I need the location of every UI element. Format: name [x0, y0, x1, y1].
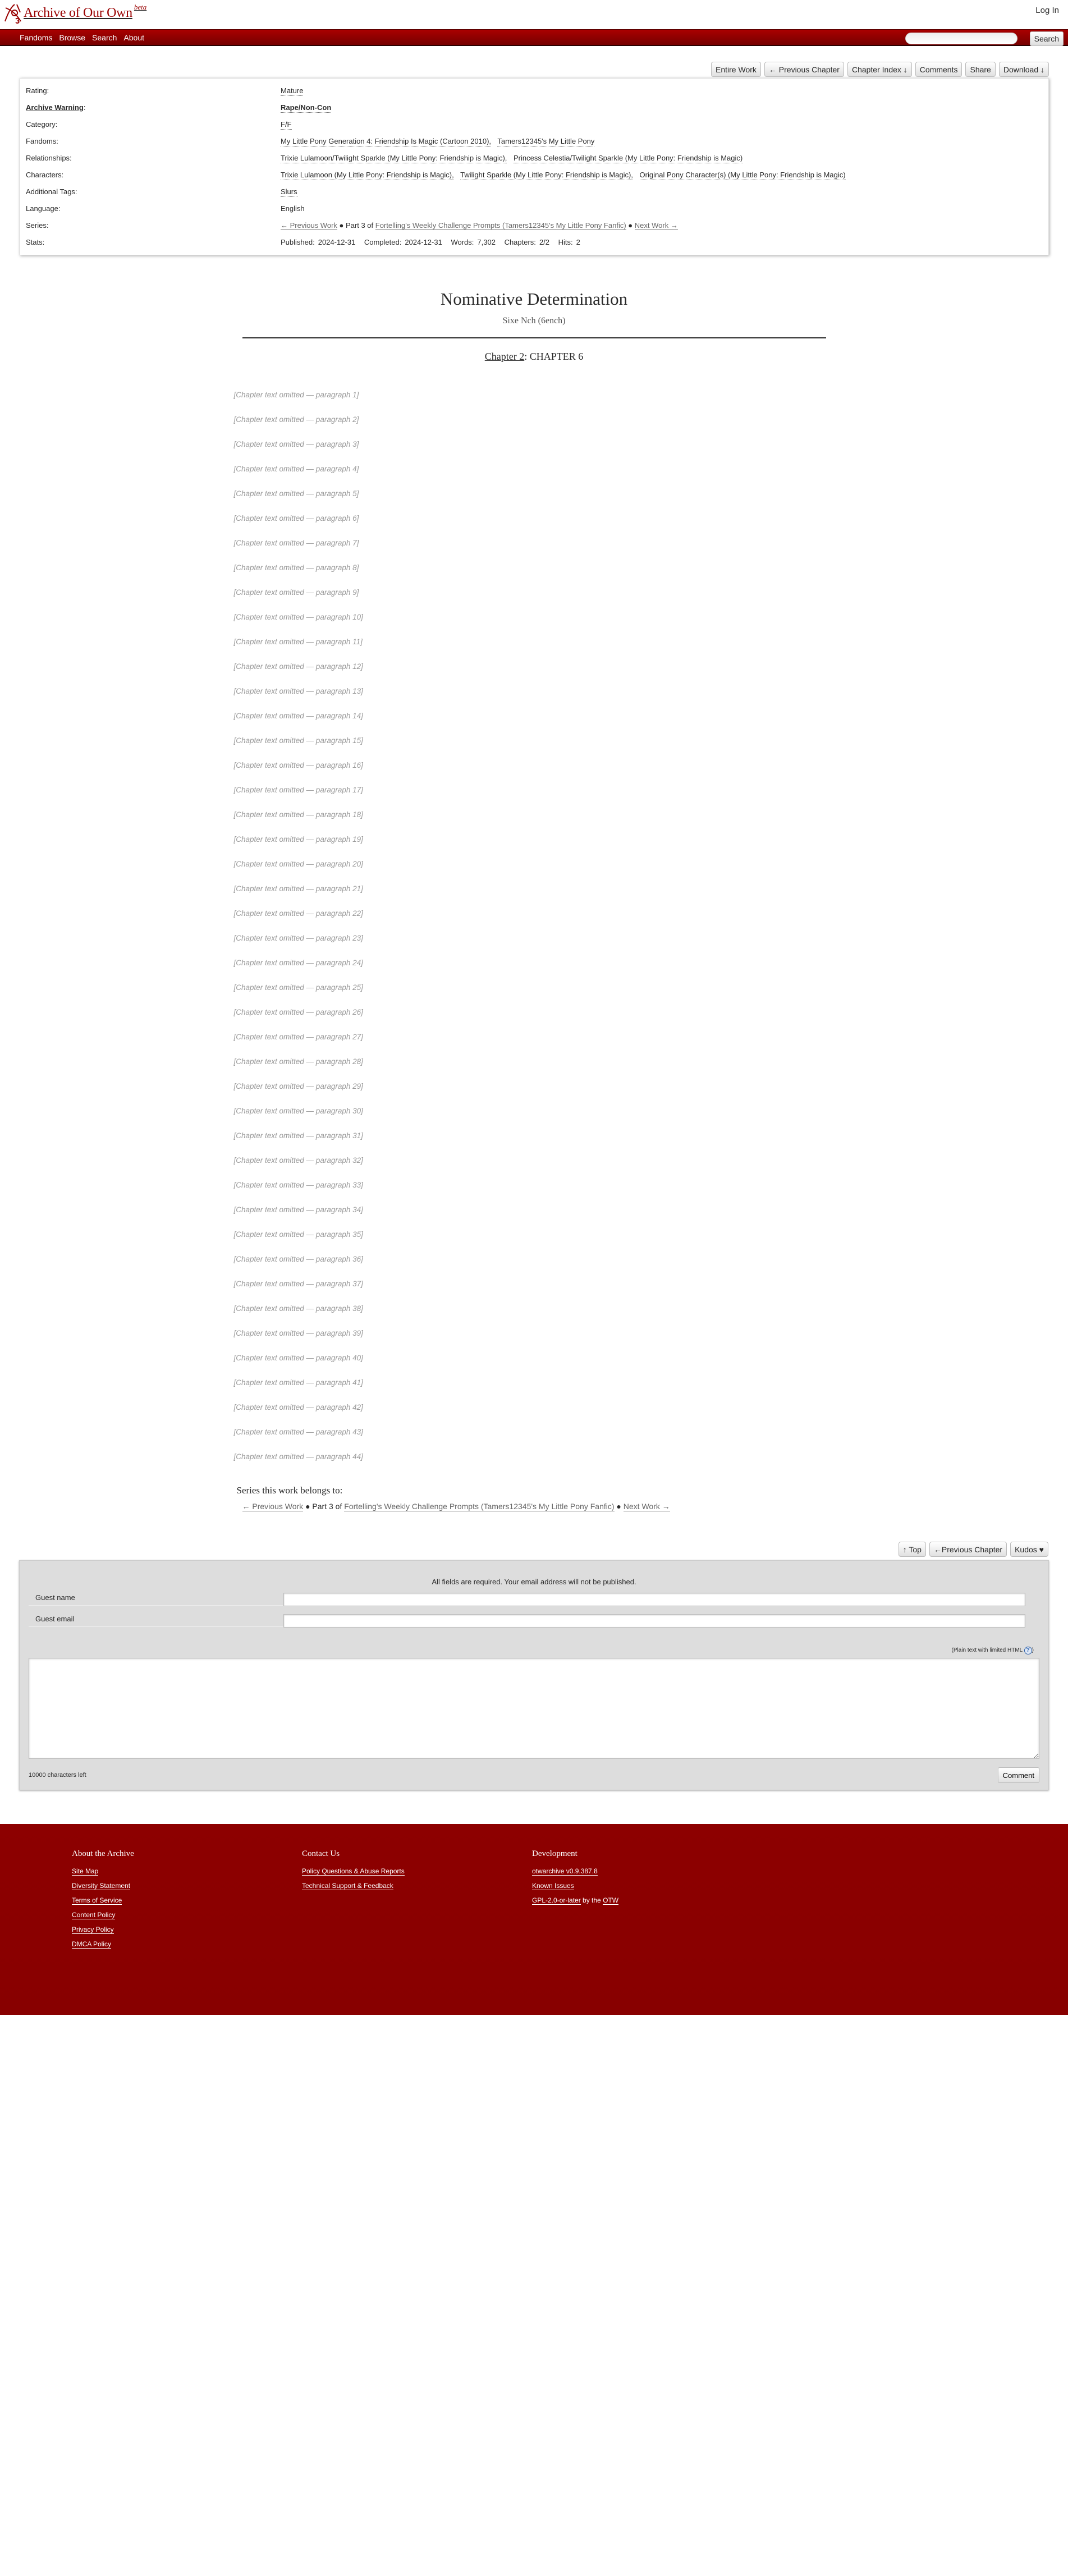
- language-value: English: [281, 204, 305, 213]
- category-tag[interactable]: F/F: [281, 120, 292, 129]
- previous-chapter-button[interactable]: ← Previous Chapter: [764, 62, 844, 77]
- meta-label: Characters:: [26, 170, 64, 179]
- guest-name-label: Guest name: [29, 1593, 283, 1606]
- chapter-paragraph: [Chapter text omitted — paragraph 17]: [233, 786, 363, 794]
- footer-contact: [302, 1841, 532, 2015]
- title-divider: [242, 337, 826, 338]
- footer-link-support[interactable]: Technical Support & Feedback: [302, 1882, 393, 1890]
- site-name: Archive of Our Own: [24, 5, 132, 20]
- series-footer-part: Part 3 of: [312, 1502, 342, 1511]
- footer-link-privacy[interactable]: Privacy Policy: [72, 1926, 114, 1933]
- chapter-paragraph: [Chapter text omitted — paragraph 38]: [233, 1304, 363, 1313]
- chapter-paragraph: [Chapter text omitted — paragraph 37]: [233, 1280, 363, 1288]
- meta-language: [26, 200, 1043, 217]
- chapter-paragraph: [Chapter text omitted — paragraph 11]: [233, 638, 363, 646]
- chapter-paragraph: [Chapter text omitted — paragraph 2]: [233, 415, 359, 424]
- series-name-link[interactable]: Fortelling's Weekly Challenge Prompts (Tamers12345's My Little Pony Fanfic): [375, 221, 626, 230]
- nav-browse[interactable]: Browse: [59, 33, 86, 42]
- fandom-tag[interactable]: Tamers12345's My Little Pony: [497, 136, 595, 145]
- words-value: 7,302: [477, 237, 496, 246]
- chapter-body: [228, 389, 840, 1463]
- chapter-index-button[interactable]: Chapter Index ↓: [847, 62, 912, 77]
- work-navigation: [0, 46, 1068, 77]
- chapter-paragraph: [Chapter text omitted — paragraph 42]: [233, 1403, 363, 1411]
- hits-value: 2: [576, 237, 580, 246]
- chapter-paragraph: [Chapter text omitted — paragraph 33]: [233, 1181, 363, 1189]
- beta-label: beta: [134, 3, 147, 11]
- meta-series: [26, 217, 1043, 233]
- chapter-paragraph: [Chapter text omitted — paragraph 19]: [233, 835, 363, 844]
- bottom-previous-chapter-button[interactable]: ←Previous Chapter: [929, 1542, 1007, 1557]
- meta-fandoms: [26, 132, 1043, 149]
- chapters-label: Chapters:: [504, 237, 536, 246]
- guest-email-label: Guest email: [29, 1615, 283, 1627]
- series-footer: [226, 1485, 843, 1511]
- freeform-tag[interactable]: Slurs: [281, 187, 297, 196]
- chapter-paragraph: [Chapter text omitted — paragraph 14]: [233, 712, 363, 720]
- chapter-heading: [226, 351, 843, 363]
- site-header: [0, 0, 1068, 46]
- colon: :: [83, 103, 86, 112]
- series-footer-name-link[interactable]: Fortelling's Weekly Challenge Prompts (Tamers12345's My Little Pony Fanfic): [344, 1502, 615, 1511]
- chapter-paragraph: [Chapter text omitted — paragraph 23]: [233, 934, 363, 942]
- entire-work-button[interactable]: Entire Work: [711, 62, 761, 77]
- nav-about[interactable]: About: [123, 33, 144, 42]
- chapter-paragraph: [Chapter text omitted — paragraph 31]: [233, 1131, 363, 1140]
- footer-link-license[interactable]: GPL-2.0-or-later: [532, 1896, 581, 1904]
- warning-tag[interactable]: Rape/Non-Con: [281, 103, 332, 112]
- footer-about-heading: About the Archive: [72, 1849, 134, 1858]
- site-search-input[interactable]: [905, 33, 1017, 44]
- published-value: 2024-12-31: [318, 237, 356, 246]
- footer-link-dmca[interactable]: DMCA Policy: [72, 1940, 112, 1948]
- bottom-navigation: [0, 1511, 1068, 1557]
- header-top: [0, 0, 1068, 29]
- chapter-paragraph: [Chapter text omitted — paragraph 29]: [233, 1082, 363, 1090]
- footer-about: [72, 1841, 302, 2015]
- archive-warning-link[interactable]: Archive Warning: [26, 103, 84, 112]
- fandom-tag[interactable]: My Little Pony Generation 4: Friendship Is Magic (Cartoon 2010),: [281, 136, 492, 145]
- comment-form: [19, 1560, 1049, 1790]
- chapter-paragraph: [Chapter text omitted — paragraph 16]: [233, 761, 363, 769]
- meta-category: [26, 116, 1043, 132]
- guest-name-input[interactable]: [283, 1593, 1025, 1606]
- words-label: Words:: [451, 237, 474, 246]
- guest-email-input[interactable]: [283, 1614, 1025, 1628]
- comments-button[interactable]: Comments: [915, 62, 962, 77]
- share-button[interactable]: Share: [965, 62, 995, 77]
- chapter-paragraph: [Chapter text omitted — paragraph 36]: [233, 1255, 363, 1263]
- chapter-paragraph: [Chapter text omitted — paragraph 5]: [233, 489, 359, 498]
- chapter-paragraph: [Chapter text omitted — paragraph 24]: [233, 959, 363, 967]
- plain-text-note: [29, 1647, 1034, 1654]
- work-title: Nominative Determination: [440, 289, 628, 309]
- chapter-paragraph: [Chapter text omitted — paragraph 22]: [233, 909, 363, 918]
- work-meta: [20, 78, 1049, 255]
- footer-link-diversity[interactable]: Diversity Statement: [72, 1882, 131, 1890]
- chapters-value: 2/2: [539, 237, 550, 246]
- comment-textarea[interactable]: [29, 1658, 1039, 1759]
- bullet: ●: [339, 221, 346, 230]
- meta-label: Series:: [26, 221, 49, 230]
- meta-additional-tags: [26, 183, 1043, 200]
- chapter-paragraph: [Chapter text omitted — paragraph 28]: [233, 1057, 363, 1066]
- footer-development: [532, 1841, 762, 2015]
- meta-label: Fandoms:: [26, 136, 58, 145]
- primary-nav: [0, 29, 1068, 46]
- comment-notice: All fields are required. Your email address will not be published.: [432, 1578, 636, 1586]
- chapter-paragraph: [Chapter text omitted — paragraph 43]: [233, 1428, 363, 1436]
- meta-relationships: [26, 149, 1043, 166]
- chapter-paragraph: [Chapter text omitted — paragraph 41]: [233, 1378, 363, 1387]
- chapter-paragraph: [Chapter text omitted — paragraph 40]: [233, 1354, 363, 1362]
- meta-rating: [26, 82, 1043, 99]
- bullet: ●: [616, 1502, 624, 1511]
- bullet: ●: [628, 221, 635, 230]
- meta-label: Rating:: [26, 86, 49, 95]
- character-tag[interactable]: Original Pony Character(s) (My Little Pony: Friendship is Magic): [639, 170, 846, 179]
- chapter-paragraph: [Chapter text omitted — paragraph 15]: [233, 736, 363, 745]
- series-footer-next-work[interactable]: Next Work →: [623, 1502, 670, 1511]
- completed-value: 2024-12-31: [405, 237, 442, 246]
- chapter-paragraph: [Chapter text omitted — paragraph 7]: [233, 539, 359, 547]
- footer-link-known-issues[interactable]: Known Issues: [532, 1882, 574, 1890]
- series-part: Part 3 of: [346, 221, 374, 230]
- plain-text-label: (Plain text with limited HTML: [951, 1647, 1023, 1653]
- character-tag[interactable]: Trixie Lulamoon (My Little Pony: Friendship is Magic),: [281, 170, 454, 179]
- chapter-title-text: : CHAPTER 6: [524, 351, 584, 362]
- chapter-link[interactable]: Chapter 2: [484, 351, 525, 362]
- chapter-paragraph: [Chapter text omitted — paragraph 21]: [233, 884, 363, 893]
- chapter-paragraph: [Chapter text omitted — paragraph 32]: [233, 1156, 363, 1165]
- meta-stats: [26, 233, 1043, 250]
- chapter-paragraph: [Chapter text omitted — paragraph 4]: [233, 465, 359, 473]
- chapter-paragraph: [Chapter text omitted — paragraph 30]: [233, 1107, 363, 1115]
- chapter-paragraph: [Chapter text omitted — paragraph 27]: [233, 1033, 363, 1041]
- chapter-paragraph: [Chapter text omitted — paragraph 9]: [233, 588, 359, 597]
- site-footer: [0, 1824, 1068, 2015]
- footer-link-content-policy[interactable]: Content Policy: [72, 1911, 116, 1919]
- footer-link-otw[interactable]: OTW: [603, 1896, 619, 1904]
- character-tag[interactable]: Twilight Sparkle (My Little Pony: Friendship is Magic),: [460, 170, 633, 179]
- work-author[interactable]: Sixe Nch (6ench): [502, 316, 566, 326]
- chapter-paragraph: [Chapter text omitted — paragraph 39]: [233, 1329, 363, 1337]
- nav-fandoms[interactable]: Fandoms: [20, 33, 53, 42]
- chapter-paragraph: [Chapter text omitted — paragraph 3]: [233, 440, 359, 448]
- rating-tag[interactable]: Mature: [281, 86, 304, 95]
- chapter-paragraph: [Chapter text omitted — paragraph 8]: [233, 563, 359, 572]
- chapter-paragraph: [Chapter text omitted — paragraph 34]: [233, 1206, 363, 1214]
- series-next-work[interactable]: Next Work →: [634, 221, 678, 230]
- chapter-paragraph: [Chapter text omitted — paragraph 20]: [233, 860, 363, 868]
- login-link[interactable]: Log In: [1035, 6, 1059, 15]
- bullet: ●: [305, 1502, 313, 1511]
- footer-contact-heading: Contact Us: [302, 1849, 340, 1858]
- license-by: by the: [580, 1896, 603, 1904]
- site-search-button[interactable]: Search: [1030, 31, 1064, 46]
- chapter-paragraph: [Chapter text omitted — paragraph 10]: [233, 613, 363, 621]
- footer-link-version[interactable]: otwarchive v0.9.387.8: [532, 1867, 598, 1875]
- chapter-paragraph: [Chapter text omitted — paragraph 25]: [233, 983, 363, 992]
- meta-label: Stats:: [26, 237, 45, 246]
- series-previous-work[interactable]: ← Previous Work: [281, 221, 337, 230]
- meta-label: Additional Tags:: [26, 187, 77, 196]
- top-button[interactable]: ↑ Top: [899, 1542, 926, 1557]
- meta-label: Category:: [26, 120, 58, 129]
- completed-label: Completed:: [364, 237, 402, 246]
- footer-link-abuse[interactable]: Policy Questions & Abuse Reports: [302, 1867, 405, 1875]
- kudos-button[interactable]: Kudos ♥: [1010, 1542, 1048, 1557]
- published-label: Published:: [281, 237, 315, 246]
- footer-dev-heading: Development: [532, 1849, 577, 1858]
- submit-comment-button[interactable]: Comment: [998, 1767, 1039, 1783]
- help-icon[interactable]: ?: [1024, 1647, 1032, 1654]
- meta-label: Language:: [26, 204, 61, 213]
- site-logo-link[interactable]: [3, 2, 146, 24]
- download-button[interactable]: Download ↓: [999, 62, 1049, 77]
- chapter-paragraph: [Chapter text omitted — paragraph 6]: [233, 514, 359, 522]
- meta-warning: [26, 99, 1043, 116]
- series-footer-heading: Series this work belongs to:: [236, 1485, 343, 1496]
- footer-link-site-map[interactable]: Site Map: [72, 1867, 99, 1875]
- chapter-paragraph: [Chapter text omitted — paragraph 1]: [233, 391, 359, 399]
- chapter-paragraph: [Chapter text omitted — paragraph 18]: [233, 810, 363, 819]
- chapter-paragraph: [Chapter text omitted — paragraph 35]: [233, 1230, 363, 1239]
- characters-left: 10000 characters left: [29, 1772, 86, 1779]
- meta-characters: [26, 166, 1043, 183]
- hits-label: Hits:: [558, 237, 573, 246]
- chapter-paragraph: [Chapter text omitted — paragraph 44]: [233, 1452, 363, 1461]
- series-footer-previous-work[interactable]: ← Previous Work: [242, 1502, 304, 1511]
- footer-link-tos[interactable]: Terms of Service: [72, 1896, 122, 1904]
- nav-search[interactable]: Search: [92, 33, 117, 42]
- paren: ): [1032, 1647, 1034, 1653]
- meta-label: Relationships:: [26, 153, 72, 162]
- chapter-paragraph: [Chapter text omitted — paragraph 12]: [233, 662, 363, 671]
- ao3-logo-icon: [3, 2, 22, 24]
- chapter-paragraph: [Chapter text omitted — paragraph 26]: [233, 1008, 363, 1016]
- relationship-tag[interactable]: Trixie Lulamoon/Twilight Sparkle (My Little Pony: Friendship is Magic),: [281, 153, 507, 162]
- relationship-tag[interactable]: Princess Celestia/Twilight Sparkle (My Little Pony: Friendship is Magic): [514, 153, 743, 162]
- work-content: [226, 289, 843, 1463]
- chapter-paragraph: [Chapter text omitted — paragraph 13]: [233, 687, 363, 695]
